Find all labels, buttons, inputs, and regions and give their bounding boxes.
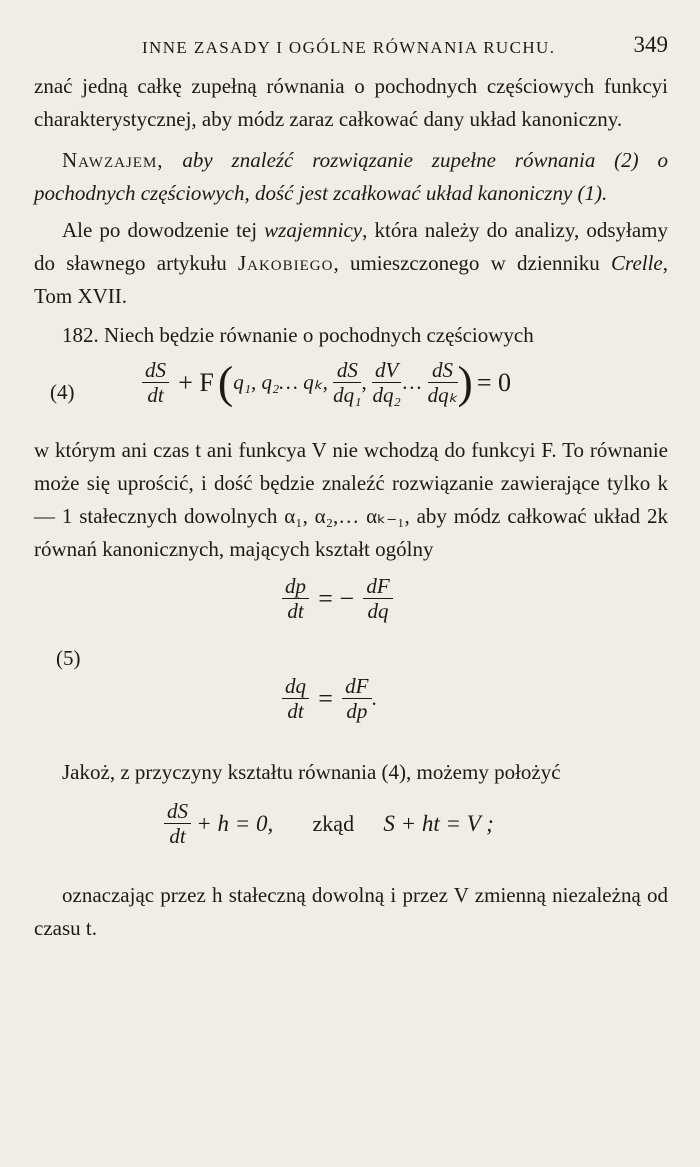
page-body <box>34 70 668 945</box>
paragraph-2 <box>34 144 668 210</box>
eq5b-frac-dF-dp <box>342 674 371 723</box>
eq5a-equals-minus: = − <box>318 584 355 613</box>
paragraph-6: Jakoż, z przyczyny kształtu równania (4), możemy położyć <box>62 760 561 784</box>
eq4-num-dV: dV <box>372 358 401 383</box>
eq5b-num2: dF <box>342 674 371 699</box>
eq5b-num: dq <box>282 674 309 699</box>
eq4-num-dS1: dS <box>333 358 361 383</box>
eq5a-frac-dF-dq <box>363 574 392 623</box>
paragraph-3 <box>34 214 668 313</box>
eq4-rhs: = 0 <box>476 368 512 397</box>
running-title: INNE ZASADY I OGÓLNE RÓWNANIA RUCHU. <box>142 38 556 57</box>
eq4-frac-dS-dqk <box>428 358 458 407</box>
eq6-line <box>164 799 494 848</box>
p3-italic-crelle: Crelle <box>611 251 663 275</box>
eq4-den-dq1: dq₁ <box>333 383 362 407</box>
eq4-plus-F: + F <box>178 368 214 397</box>
eq5b-frac-dq-dt <box>282 674 309 723</box>
page-number: 349 <box>633 32 668 57</box>
eq4-args: q₁, q₂… qₖ, <box>233 370 328 394</box>
eq5b-equals: = <box>318 684 333 713</box>
eq4-dots: … <box>401 370 423 394</box>
equation-4-label: (4) <box>50 380 75 404</box>
eq4-den-dqk: dqₖ <box>427 383 458 407</box>
paragraph-1: znać jedną całkę zupełną równania o pochodnych częściowych funkcyi charakterystycznej, aby módz zaraz całkować dany układ kanoniczny. <box>34 74 668 131</box>
eq5-line-b <box>282 674 377 723</box>
eq6-part-a: + h = 0, <box>196 811 274 836</box>
eq5a-den2: dq <box>367 599 389 623</box>
eq5a-den: dt <box>287 599 304 623</box>
equation-4: (4) $\frac{dS}{dt}$ + F(q₁, q₂… qₖ, $\frac{dS}{\text{dq₁}}$ , $\frac{dV}{\text{dq₂}}$ … $\frac{dS}{\text{dqₖ}}$ ) = 0 <box>34 352 668 434</box>
eq4-frac-dS-dt <box>142 358 169 407</box>
eq4-open-paren: ( <box>217 356 234 408</box>
eq5a-frac-dp-dt <box>282 574 309 623</box>
eq4-frac-dS-dq1 <box>333 358 361 407</box>
eq5b-period: . <box>371 686 377 710</box>
eq5b-den: dt <box>287 699 304 723</box>
paragraph-5: w którym ani czas t ani funkcya V nie wchodzą do funkcyi F. To równanie może się uprościć, i dość będzie znaleźć rozwiązanie zawierające tylko k — 1 stałecznych dowolnych α₁, α₂,… αₖ₋₁, aby módz całkować układ 2k równań kanonicznych, mających kształt ogólny <box>34 438 668 561</box>
paragraph-7: oznaczając przez h stałeczną dowolną i przez V zmienną niezależną od czasu t. <box>34 883 668 940</box>
equation-5-label: (5) <box>56 646 81 670</box>
p3-text-c: , umieszczonego w dzienniku <box>333 251 612 275</box>
eq5a-num: dp <box>282 574 309 599</box>
p3-italic-wzajemnicy: wzajemnicy <box>264 218 363 242</box>
eq6-frac-dS-dt <box>164 799 191 848</box>
eq5-line-a <box>282 574 393 623</box>
equation-6 <box>34 789 668 879</box>
page-header <box>0 32 700 62</box>
eq6-part-b: S + ht = V ; <box>383 811 494 836</box>
paragraph-4: 182. Niech będzie równanie o pochodnych częściowych <box>62 323 534 347</box>
paragraph-2-rest: aby znaleźć rozwiązanie zupełne równania (2) o pochodnych częściowych, dość jest zcałkować układ kanoniczny (1). <box>34 148 668 205</box>
eq6-den: dt <box>169 824 186 848</box>
eq4-close-paren: ) <box>457 356 473 408</box>
p3-text-b: , która należy do analizy, odsyłamy do sławnego artykułu <box>34 218 668 275</box>
eq5b-den2: dp <box>346 699 368 723</box>
equation-5 <box>34 566 668 756</box>
eq4-den-dq2: dq₂ <box>372 383 401 407</box>
eq4-num-dS2: dS <box>428 358 458 383</box>
eq6-zkad: zkąd <box>312 811 355 836</box>
eq4-den-dt: dt <box>147 383 164 407</box>
p3-text-d: , Tom XVII. <box>34 251 669 308</box>
eq6-num: dS <box>164 799 191 824</box>
p3-author-jakobiego: Jakobiego <box>237 251 334 275</box>
p3-text-a: Ale po dowodzenie tej <box>62 218 265 242</box>
paragraph-2-lead: Nawzajem, <box>62 148 164 172</box>
eq5a-num2: dF <box>363 574 392 599</box>
eq4-num-dS: dS <box>142 358 169 383</box>
eq4-frac-dV-dq2 <box>372 358 401 407</box>
